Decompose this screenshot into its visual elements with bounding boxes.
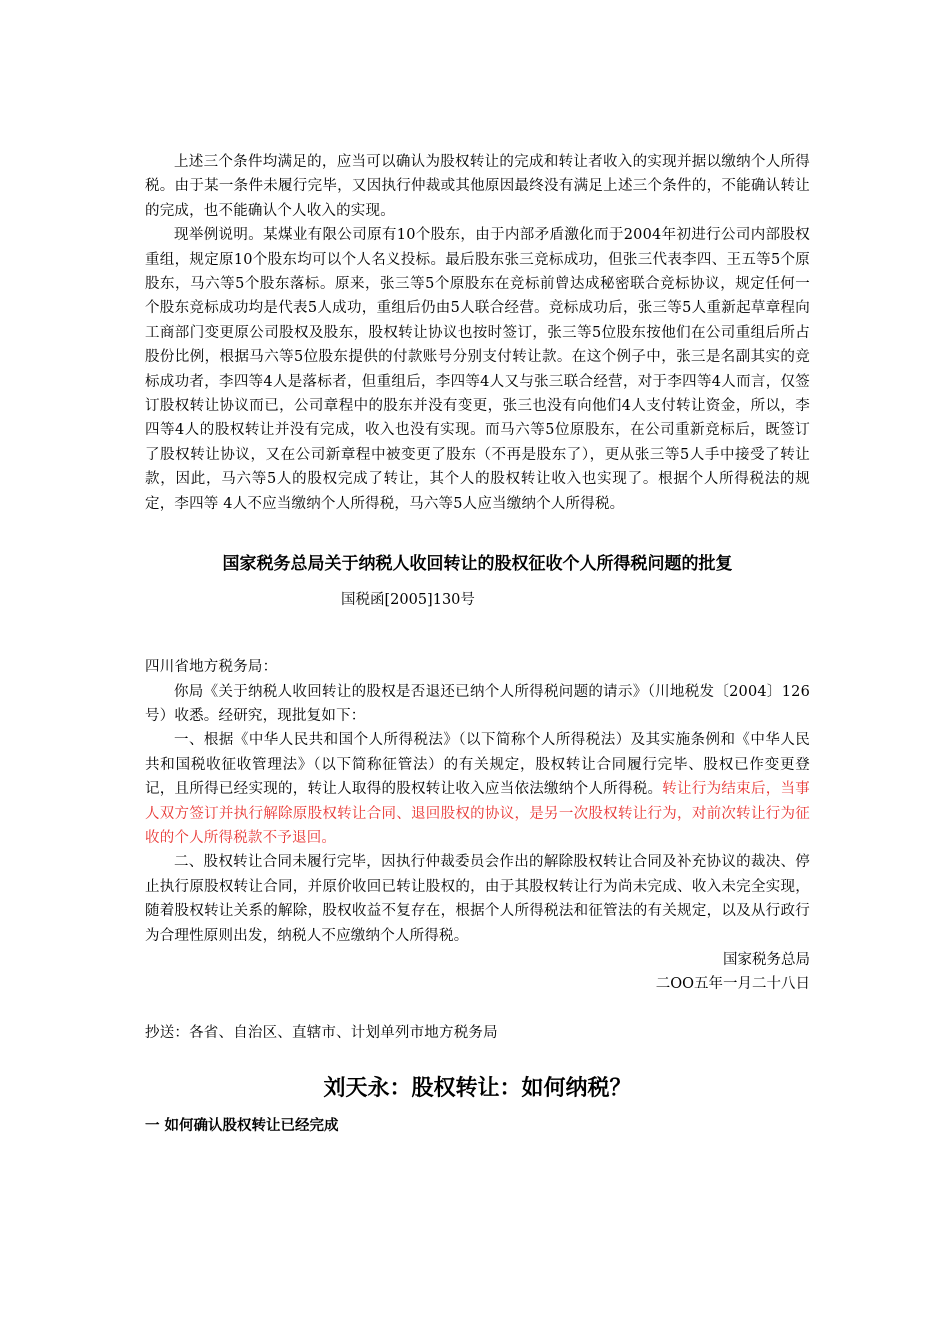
point-one-text: 一、根据《中华人民共和国个人所得税法》（以下简称个人所得税法）及其实施条例和《中华人民共和国税收征收管理法》（以下简称征管法）的有关规定，股权转让合同履行完毕、股权已作变更登记，且所得已经实现的，转让人取得的股权转让收入应当依法缴纳个人所得税。 — [145, 732, 810, 798]
date: 二OO五年一月二十八日 — [655, 976, 810, 993]
point-one-highlight: 转让行为结束后，当事人双方签订并执行解除原股权转让合同、退回股权的协议，是另一次股权转让行为，对前次转让行为征收的个人所得税款不予退回。 — [145, 781, 810, 846]
paragraph-example: 现举例说明。某煤业有限公司原有10个股东，由于内部矛盾激化而于2004年初进行公司内部股权重组，规定原10个股东均可以个人名义投标。最后股东张三竞标成功，但张三代表李四、王五等5个原股东，马六等5个股东落标。原来，张三等5个原股东在竞标前曾达成秘密联合竞标协议，规定任何一个股东竞标成功均是代表5人成功，重组后仍由5人联合经营。竞标成功后，张三等5人重新起草章程向工商部门变更原公司股权及股东，股权转让协议也按时签订，张三等5位股东按他们在公司重组后所占股份比例，根据马六等5位股东提供的付款账号分别支付转让款。在这个例子中，张三是名副其实的竞标成功者，李四等4人是落标者，但重组后，李四等4人又与张三联合经营，对于李四等4人而言，仅签订股权转让协议而已，公司章程中的股东并没有变更，张三也没有向他们4人支付转让资金，所以，李四等4人的股权转让并没有完成，收入也没有实现。而马六等5位原股东，在公司重新竞标后，既签订了股权转让协议，又在公司新章程中被变更了股东（不再是股东了），更从张三等5人手中接受了转让款，因此，马六等5人的股权完成了转让，其个人的股权转让收入也实现了。根据个人所得税法的规定，李四等 4人不应当缴纳个人所得税，马六等5人应当缴纳个人所得税。 — [145, 227, 810, 512]
addressee: 四川省地方税务局： — [145, 659, 278, 676]
paragraph-point-one — [145, 728, 810, 850]
document-number: 国税函[2005]130号 — [341, 592, 475, 609]
paragraph-conditions: 上述三个条件均满足的，应当可以确认为股权转让的完成和转让者收入的实现并据以缴纳个人所得税。由于某一条件未履行完毕，又因执行仲裁或其他原因最终没有满足上述三个条件的，不能确认转让的完成，也不能确认个人收入的实现。 — [145, 154, 810, 219]
article-title: 刘天永：股权转让：如何纳税？ — [323, 1076, 632, 1102]
reply-title: 国家税务总局关于纳税人收回转让的股权征收个人所得税问题的批复 — [222, 554, 733, 575]
signer: 国家税务总局 — [723, 951, 810, 968]
document-page — [145, 150, 810, 1135]
cc-line: 抄送：各省、自治区、直辖市、计划单列市地方税务局 — [145, 1024, 498, 1041]
article-heading-1: 一 如何确认股权转让已经完成 — [145, 1118, 339, 1135]
paragraph-point-two: 二、股权转让合同未履行完毕，因执行仲裁委员会作出的解除股权转让合同及补充协议的裁决、停止执行原股权转让合同，并原价收回已转让股权的，由于其股权转让行为尚未完成、收入未完全实现，随着股权转让关系的解除，股权收益不复存在，根据个人所得税法和征管法的有关规定，以及从行政行为合理性原则出发，纳税人不应缴纳个人所得税。 — [145, 854, 810, 944]
paragraph-receipt: 你局《关于纳税人收回转让的股权是否退还已纳个人所得税问题的请示》（川地税发〔2004〕126号）收悉。经研究，现批复如下： — [145, 683, 810, 724]
